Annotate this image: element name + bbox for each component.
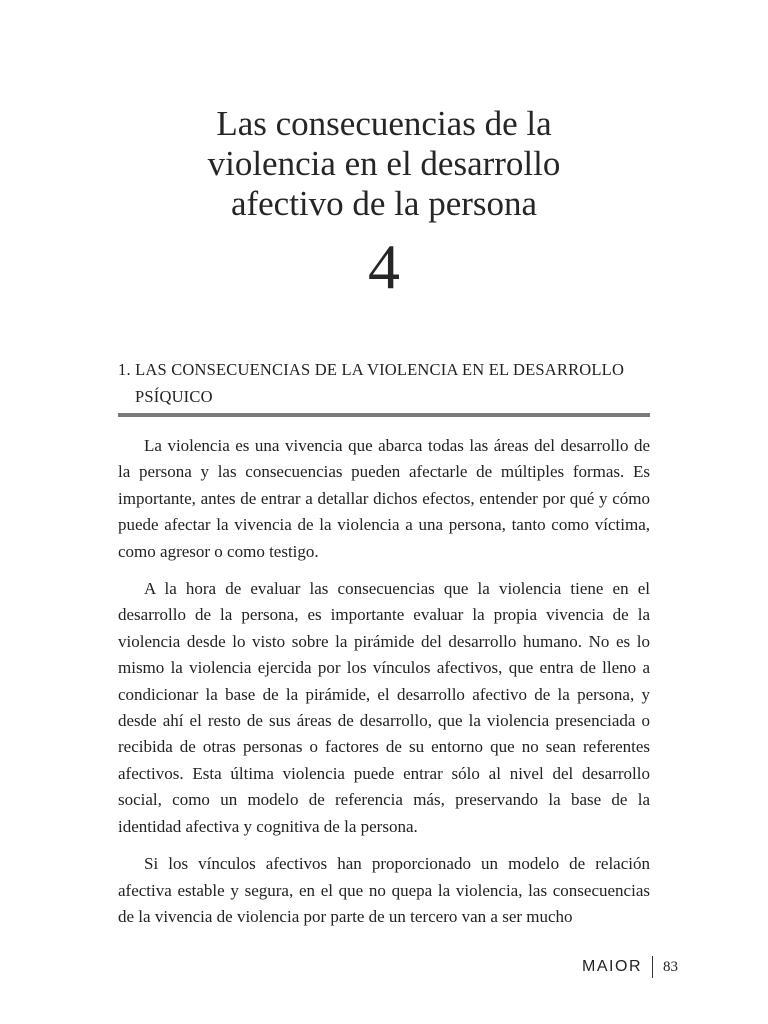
publisher-brand: MAIOR xyxy=(582,958,642,975)
page-number: 83 xyxy=(663,958,678,975)
section-heading xyxy=(118,356,658,410)
paragraph: A la hora de evaluar las consecuencias que la violencia tiene en el desarrollo de la persona, es importante evaluar la propia vivencia de la violencia desde lo visto sobre la pirámide del desarrollo humano. No es lo mismo la violencia ejercida por los vínculos afectivos, que entra de lleno a condicionar la base de la pirámide, el desarrollo afectivo de la persona, y desde ahí el resto de sus áreas de desarrollo, que la violencia presenciada o recibida de otras personas o factores de su entorno que no sean referentes afectivos. Esta última violencia puede entrar sólo al nivel del desarrollo social, como un modelo de referencia más, preservando la base de la identidad afectiva y cognitiva de la persona. xyxy=(118,579,650,836)
body-text xyxy=(118,433,650,941)
chapter-title xyxy=(0,104,768,224)
chapter-number: 4 xyxy=(368,231,400,302)
section-heading-line: 1. LAS CONSECUENCIAS DE LA VIOLENCIA EN EL DESARROLLO xyxy=(118,360,625,379)
footer-divider xyxy=(652,956,653,978)
page-footer xyxy=(582,956,678,978)
chapter-title-line: afectivo de la persona xyxy=(230,184,538,223)
chapter-title-line: Las consecuencias de la xyxy=(216,104,552,143)
paragraph: La violencia es una vivencia que abarca todas las áreas del desarrollo de la persona y las consecuencias pueden afectarle de múltiples formas. Es importante, antes de entrar a detallar dichos efectos, entender por qué y cómo puede afectar la vivencia de la violencia a una persona, tanto como víctima, como agresor o como testigo. xyxy=(118,436,650,561)
section-heading-line: PSÍQUICO xyxy=(135,387,213,406)
chapter-title-line: violencia en el desarrollo xyxy=(207,144,561,183)
section-divider xyxy=(118,413,650,417)
paragraph: Si los vínculos afectivos han proporcionado un modelo de relación afectiva estable y segura, en el que no quepa la violencia, las consecuencias de la vivencia de violencia por parte de un tercero van a ser mucho xyxy=(118,854,650,926)
